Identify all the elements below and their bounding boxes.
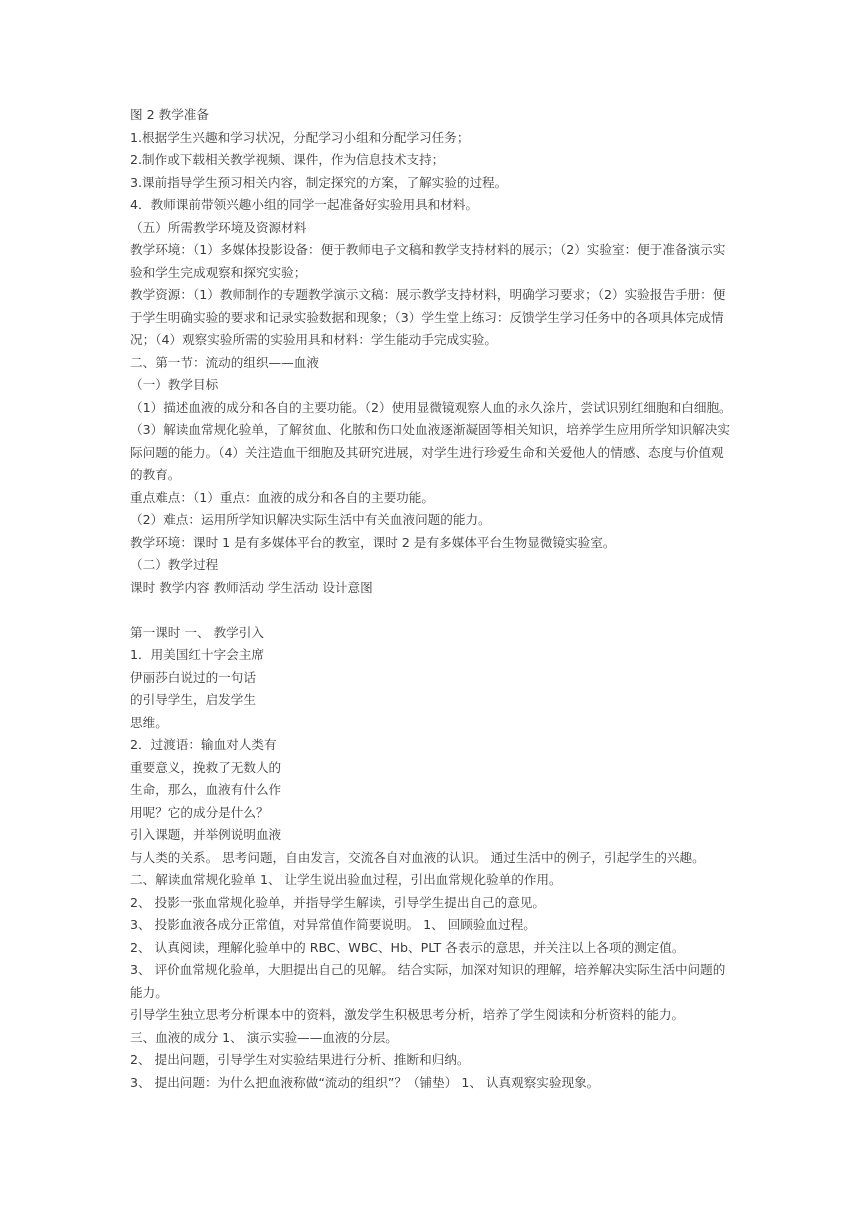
section-heading-5: （五）所需教学环境及资源材料 [130, 219, 307, 235]
difficult-points: （2）难点：运用所学知识解决实际生活中有关血液问题的能力。 [130, 512, 491, 527]
lesson-line: 二、解读血常规化验单 1、 让学生说出验血过程，引出血常规化验单的作用。 [130, 872, 562, 887]
lesson-line: 2．过渡语：输血对人类有 [130, 737, 277, 752]
lesson-line: 的引导学生，启发学生 [130, 692, 256, 707]
lesson-line: 思维。 [130, 714, 168, 730]
figure-caption: 图 2 教学准备 [130, 107, 209, 122]
chapter-heading: 二、第一节：流动的组织——血液 [130, 354, 319, 370]
evaluate-paragraph: 3、 评价血常规化验单，大胆提出自己的见解。 结合实际，加深对知识的理解，培养解决实际生活中问题的能力。 [130, 962, 726, 1000]
prep-item-2: 2.制作或下载相关教学视频、课件，作为信息技术支持； [130, 152, 445, 167]
spacer [130, 599, 734, 622]
lesson-line: 生命，那么，血液有什么作 [130, 782, 282, 797]
process-heading: （二）教学过程 [130, 557, 219, 572]
lesson-line: 3、 提出问题：为什么把血液称做“流动的组织”？（铺垫） 1、 认真观察实验现象。 [130, 1074, 600, 1090]
teaching-environment-paragraph: 教学环境：（1）多媒体投影设备：便于教师电子文稿和教学支持材料的展示；（2）实验室：便于准备演示实验和学生完成观察和探究实验； [130, 242, 726, 280]
lesson-line: 伊丽莎白说过的一句话 [130, 669, 256, 685]
lesson-line: 2、 投影一张血常规化验单，并指导学生解读，引导学生提出自己的意见。 [130, 894, 546, 910]
lesson-line: 3、 投影血液各成分正常值，对异常值作简要说明。 1、 回顾验血过程。 [130, 917, 536, 932]
document-body [130, 104, 734, 1094]
lesson-line: 2、 提出问题，引导学生对实验结果进行分析、推断和归纳。 [130, 1052, 470, 1067]
table-header: 课时 教学内容 教师活动 学生活动 设计意图 [130, 579, 373, 595]
goals-heading: （一）教学目标 [130, 377, 219, 392]
lesson-one [130, 622, 734, 960]
prep-item-3: 3.课前指导学生预习相关内容，制定探究的方案，了解实验的过程。 [130, 174, 508, 190]
lesson-one-continued [130, 1004, 734, 1094]
prep-section [130, 104, 734, 239]
prep-item-4: 4．教师课前带领兴趣小组的同学一起准备好实验用具和材料。 [130, 197, 479, 212]
lesson-line: 引导学生独立思考分析课本中的资料，激发学生积极思考分析，培养了学生阅读和分析资料的能力。 [130, 1007, 685, 1022]
key-points: 重点难点：（1）重点：血液的成分和各自的主要功能。 [130, 489, 434, 505]
lesson-line: 用呢？它的成分是什么？ [130, 804, 269, 820]
prep-item-1: 1.根据学生兴趣和学习状况，分配学习小组和分配学习任务； [130, 129, 470, 145]
lesson-line: 第一课时 一、 教学引入 [130, 624, 264, 640]
environment-line: 教学环境：课时 1 是有多媒体平台的教室，课时 2 是有多媒体平台生物显微镜实验室。 [130, 534, 616, 550]
lesson-line: 2、 认真阅读，理解化验单中的 RBC、WBC、Hb、PLT 各表示的意思，并关注以上各项的测定值。 [130, 939, 685, 955]
goals-paragraph: （1）描述血液的成分和各自的主要功能。（2）使用显微镜观察人血的永久涂片，尝试识别红细胞和白细胞。（3）解读血常规化验单，了解贫血、化脓和伤口处血液逐渐凝固等相关知识，培养学生应用所学知识解决实际问题的能力。（4）关注造血干细胞及其研究进展，对学生进行珍爱生命和关爱他人的情感、态度与价值观的教育。 [130, 399, 732, 482]
lesson-line: 重要意义，挽救了无数人的 [130, 759, 282, 775]
lesson-line: 三、血液的成分 1、 演示实验——血液的分层。 [130, 1029, 398, 1045]
teaching-resources-paragraph: 教学资源：（1）教师制作的专题教学演示文稿：展示教学支持材料，明确学习要求；（2）实验报告手册：便于学生明确实验的要求和记录实验数据和现象；（3）学生堂上练习：反馈学生学习任务中的各项具体完成情况；（4）观察实验所需的实验用具和材料：学生能动手完成实验。 [130, 287, 726, 347]
lesson-line: 与人类的关系。 思考问题，自由发言，交流各自对血液的认识。 通过生活中的例子，引起学生的兴趣。 [130, 849, 705, 865]
lesson-line: 1．用美国红十字会主席 [130, 647, 264, 662]
lesson-line: 引入课题，并举例说明血液 [130, 827, 282, 842]
